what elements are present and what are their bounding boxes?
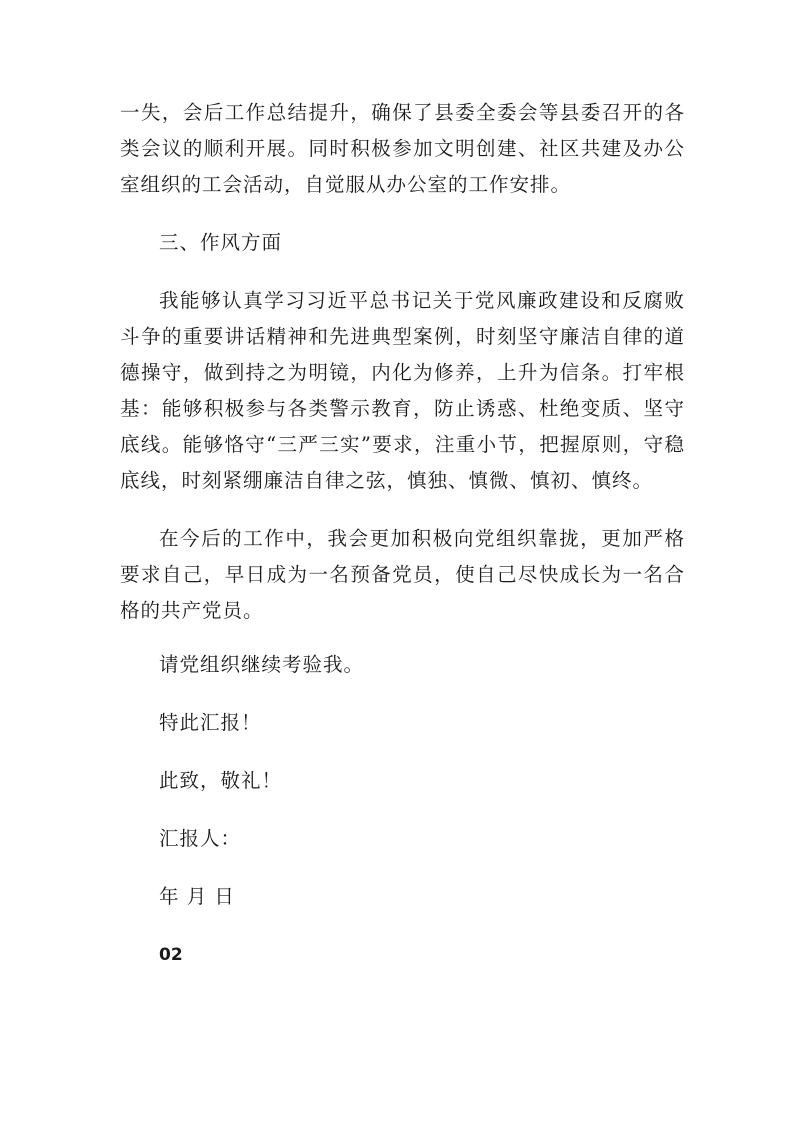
paragraph-request: 请党组织继续考验我。 [159, 653, 365, 676]
closing-salutation: 此致，敬礼！ [159, 769, 283, 792]
section-heading: 三、作风方面 [159, 231, 283, 254]
date-line: 年 月 日 [159, 885, 235, 908]
closing-report: 特此汇报！ [159, 711, 262, 734]
page-number: 02 [159, 945, 183, 965]
paragraph-future-plan: 在今后的工作中，我会更加积极向党组织靠拢，更加严格要求自己，早日成为一名预备党员，使自己尽快成长为一名合格的共产党员。 [120, 527, 685, 622]
paragraph-continuation: 一失，会后工作总结提升，确保了县委全委会等县委召开的各类会议的顺利开展。同时积极参加文明创建、社区共建及办公室组织的工会活动，自觉服从办公室的工作安排。 [120, 101, 685, 196]
paragraph-work-style: 我能够认真学习习近平总书记关于党风廉政建设和反腐败斗争的重要讲话精神和先进典型案例，时刻坚守廉洁自律的道德操守，做到持之为明镜，内化为修养，上升为信条。打牢根基：能够积极参与各类警示教育，防止诱惑、杜绝变质、坚守底线。能够恪守“三严三实”要求，注重小节，把握原则，守稳底线，时刻紧绷廉洁自律之弦，慎独、慎微、慎初、慎终。 [120, 289, 685, 492]
document-body [120, 95, 685, 973]
reporter-line: 汇报人： [159, 827, 242, 850]
